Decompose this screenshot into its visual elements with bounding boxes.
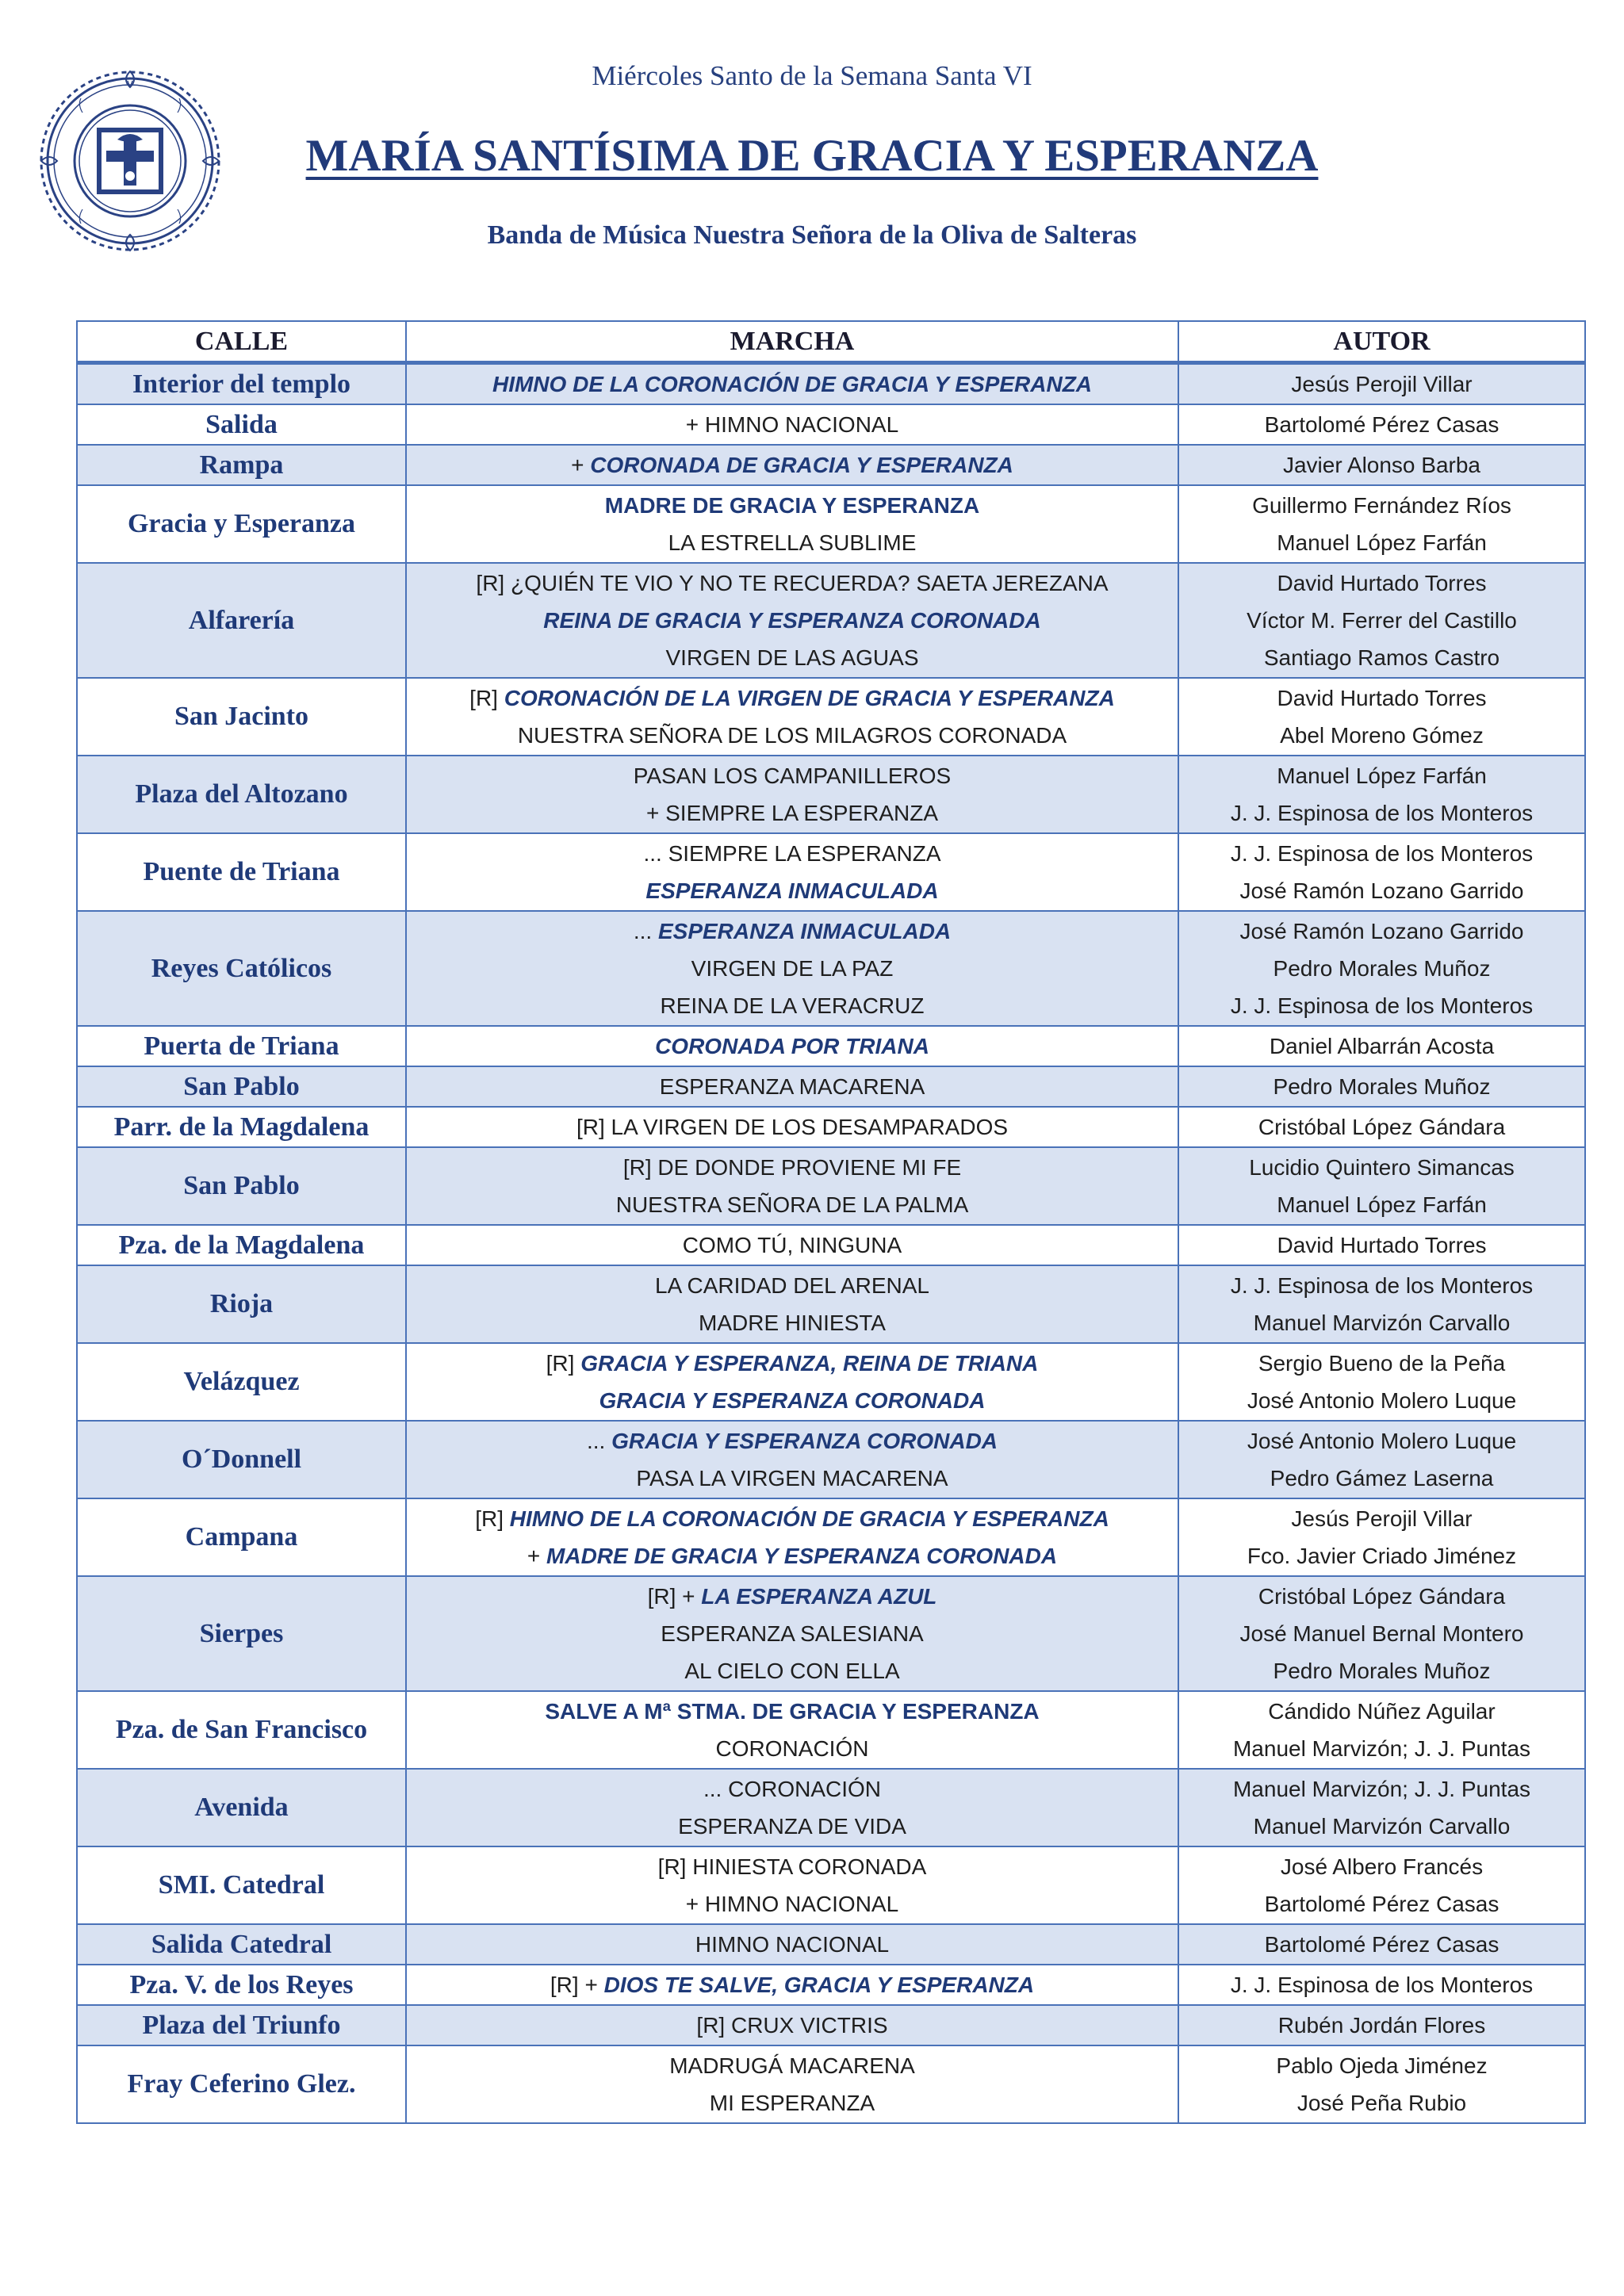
marcha-title: + [571, 453, 591, 477]
autor-name: José Antonio Molero Luque [1247, 1388, 1517, 1413]
marcha-line [410, 794, 1174, 832]
marcha-title: ESPERANZA INMACULADA [645, 878, 939, 903]
marcha-cell [406, 1421, 1178, 1498]
autor-name: Abel Moreno Gómez [1280, 723, 1484, 748]
marcha-line [410, 1422, 1174, 1460]
autor-name: J. J. Espinosa de los Monteros [1230, 841, 1534, 866]
marcha-title: CORONACIÓN [715, 1736, 869, 1761]
marcha-line [410, 1770, 1174, 1808]
autor-name: Manuel Marvizón Carvallo [1253, 1311, 1511, 1335]
calle-cell: Pza. de San Francisco [77, 1691, 406, 1769]
marcha-title: ... [586, 1429, 612, 1453]
marcha-line [410, 365, 1174, 403]
autor-cell [1178, 1924, 1585, 1965]
marcha-cell [406, 1924, 1178, 1965]
calle-cell: Puerta de Triana [77, 1026, 406, 1066]
marcha-title: [R] + [550, 1973, 604, 1997]
autor-name: Rubén Jordán Flores [1277, 2013, 1486, 2038]
autor-cell [1178, 911, 1585, 1026]
table-row [77, 1769, 1585, 1846]
marcha-title: [R] DE DONDE PROVIENE MI FE [622, 1155, 962, 1180]
marcha-title: HIMNO NACIONAL [695, 1932, 890, 1957]
autor-cell [1178, 678, 1585, 756]
marcha-line [410, 1304, 1174, 1341]
marcha-cell [406, 1965, 1178, 2005]
marcha-line [410, 2047, 1174, 2084]
calle-cell: SMI. Catedral [77, 1846, 406, 1924]
calle-cell: Interior del templo [77, 363, 406, 405]
marcha-line [410, 1652, 1174, 1689]
calle-cell: Fray Ceferino Glez. [77, 2045, 406, 2123]
calle-cell: O´Donnell [77, 1421, 406, 1498]
marcha-title: REINA DE LA VERACRUZ [660, 993, 925, 1018]
marcha-line [410, 1267, 1174, 1304]
marcha-line [410, 1186, 1174, 1223]
marcha-line [410, 524, 1174, 561]
autor-name: Manuel López Farfán [1277, 763, 1487, 788]
autor-name: Jesús Perojil Villar [1291, 372, 1473, 396]
marcha-cell [406, 1576, 1178, 1691]
route-table [76, 320, 1586, 2124]
autor-name: Manuel Marvizón; J. J. Puntas [1232, 1777, 1531, 1801]
table-row [77, 1147, 1585, 1225]
autor-cell [1178, 1576, 1585, 1691]
table-row [77, 1343, 1585, 1421]
marcha-title: + SIEMPRE LA ESPERANZA [645, 801, 939, 825]
marcha-title: [R] CRUX VICTRIS [696, 2013, 888, 2038]
marcha-cell [406, 2045, 1178, 2123]
autor-cell [1178, 363, 1585, 405]
marcha-line [410, 1027, 1174, 1065]
calle-cell: Gracia y Esperanza [77, 485, 406, 563]
calle-cell: Plaza del Altozano [77, 756, 406, 833]
autor-name: J. J. Espinosa de los Monteros [1230, 993, 1534, 1018]
marcha-cell [406, 911, 1178, 1026]
autor-name: Santiago Ramos Castro [1263, 645, 1500, 670]
calle-cell: Salida [77, 404, 406, 445]
marcha-cell [406, 1846, 1178, 1924]
table-row [77, 1066, 1585, 1107]
table-header-row [77, 321, 1585, 363]
autor-name: Bartolomé Pérez Casas [1264, 412, 1500, 437]
autor-cell [1178, 1846, 1585, 1924]
autor-name: Daniel Albarrán Acosta [1269, 1034, 1495, 1058]
marcha-cell [406, 1265, 1178, 1343]
marcha-cell [406, 445, 1178, 485]
calle-cell: Parr. de la Magdalena [77, 1107, 406, 1147]
autor-name: Guillermo Fernández Ríos [1252, 493, 1511, 518]
marcha-line [410, 602, 1174, 639]
route-table-body [77, 363, 1585, 2124]
header-autor: AUTOR [1178, 321, 1585, 363]
autor-name: J. J. Espinosa de los Monteros [1230, 1973, 1534, 1997]
autor-name: Lucidio Quintero Simancas [1249, 1155, 1515, 1180]
marcha-title: HIMNO DE LA CORONACIÓN DE GRACIA Y ESPERANZA [492, 372, 1093, 396]
marcha-title: VIRGEN DE LAS AGUAS [665, 645, 919, 670]
autor-cell [1178, 1066, 1585, 1107]
marcha-title: CORONADA DE GRACIA Y ESPERANZA [590, 453, 1013, 477]
autor-cell [1178, 1343, 1585, 1421]
calle-cell: Reyes Católicos [77, 911, 406, 1026]
autor-name: Pedro Morales Muñoz [1273, 1659, 1491, 1683]
table-row [77, 1576, 1585, 1691]
marcha-title: ... SIEMPRE LA ESPERANZA [643, 841, 941, 866]
table-row [77, 1225, 1585, 1265]
autor-name: José Manuel Bernal Montero [1239, 1621, 1524, 1646]
marcha-title: AL CIELO CON ELLA [684, 1659, 900, 1683]
marcha-title: GRACIA Y ESPERANZA, REINA DE TRIANA [580, 1351, 1039, 1376]
marcha-title: PASAN LOS CAMPANILLEROS [633, 763, 952, 788]
calle-cell: Pza. V. de los Reyes [77, 1965, 406, 2005]
autor-cell [1178, 1965, 1585, 2005]
calle-cell: Plaza del Triunfo [77, 2005, 406, 2045]
marcha-title: REINA DE GRACIA Y ESPERANZA CORONADA [543, 608, 1041, 633]
marcha-title: MADRE HINIESTA [699, 1311, 886, 1335]
marcha-line [410, 1578, 1174, 1615]
autor-cell [1178, 1147, 1585, 1225]
autor-cell [1178, 2045, 1585, 2123]
marcha-line [410, 446, 1174, 484]
table-row [77, 1026, 1585, 1066]
marcha-title: COMO TÚ, NINGUNA [682, 1233, 902, 1257]
marcha-line [410, 1345, 1174, 1382]
marcha-title: VIRGEN DE LA PAZ [691, 956, 894, 981]
marcha-title: CORONACIÓN DE LA VIRGEN DE GRACIA Y ESPERANZA [504, 686, 1115, 710]
table-row [77, 1107, 1585, 1147]
table-row [77, 1691, 1585, 1769]
marcha-cell [406, 485, 1178, 563]
marcha-title: MADRE DE GRACIA Y ESPERANZA [604, 493, 980, 518]
marcha-line [410, 717, 1174, 754]
table-row [77, 363, 1585, 405]
marcha-title: CORONADA POR TRIANA [655, 1034, 929, 1058]
marcha-line [410, 1382, 1174, 1419]
calle-cell: Campana [77, 1498, 406, 1576]
marcha-title: + HIMNO NACIONAL [685, 1892, 899, 1916]
marcha-cell [406, 1691, 1178, 1769]
autor-cell [1178, 2005, 1585, 2045]
marcha-cell [406, 1026, 1178, 1066]
autor-cell [1178, 1421, 1585, 1498]
marcha-title: GRACIA Y ESPERANZA CORONADA [611, 1429, 998, 1453]
marcha-cell [406, 1066, 1178, 1107]
autor-cell [1178, 1691, 1585, 1769]
calle-cell: Salida Catedral [77, 1924, 406, 1965]
marcha-line [410, 1460, 1174, 1497]
marcha-cell [406, 1769, 1178, 1846]
marcha-line [410, 679, 1174, 717]
autor-name: Sergio Bueno de la Peña [1258, 1351, 1506, 1376]
marcha-title: [R] ¿QUIÉN TE VIO Y NO TE RECUERDA? SAETA JEREZANA [476, 571, 1109, 595]
marcha-title: LA CARIDAD DEL ARENAL [655, 1273, 929, 1298]
marcha-title: + HIMNO NACIONAL [685, 412, 899, 437]
marcha-line [410, 1108, 1174, 1146]
table-row [77, 756, 1585, 833]
marcha-title: LA ESPERANZA AZUL [701, 1584, 937, 1609]
autor-name: David Hurtado Torres [1277, 571, 1487, 595]
table-row [77, 404, 1585, 445]
autor-name: David Hurtado Torres [1277, 1233, 1487, 1257]
calle-cell: Rampa [77, 445, 406, 485]
band-name: Banda de Música Nuestra Señora de la Oliva de Salteras [487, 220, 1137, 250]
calle-cell: Sierpes [77, 1576, 406, 1691]
marcha-title: ESPERANZA MACARENA [659, 1074, 925, 1099]
table-row [77, 563, 1585, 678]
autor-cell [1178, 485, 1585, 563]
autor-name: Manuel López Farfán [1277, 1192, 1487, 1217]
table-row [77, 485, 1585, 563]
marcha-line [410, 639, 1174, 676]
autor-name: Javier Alonso Barba [1282, 453, 1481, 477]
marcha-line [410, 1693, 1174, 1730]
marcha-title: [R] + [647, 1584, 702, 1609]
marcha-title: [R] [475, 1506, 510, 1531]
autor-name: Pedro Morales Muñoz [1273, 1074, 1491, 1099]
marcha-line [410, 1226, 1174, 1264]
marcha-cell [406, 756, 1178, 833]
marcha-title: ... CORONACIÓN [703, 1777, 881, 1801]
marcha-title: ... [633, 919, 658, 943]
table-row [77, 2005, 1585, 2045]
autor-name: José Ramón Lozano Garrido [1239, 878, 1524, 903]
autor-cell [1178, 1769, 1585, 1846]
autor-cell [1178, 833, 1585, 911]
marcha-line [410, 1500, 1174, 1537]
marcha-title: ESPERANZA DE VIDA [678, 1814, 906, 1839]
marcha-line [410, 1537, 1174, 1575]
autor-name: Pedro Gámez Laserna [1270, 1466, 1494, 1490]
marcha-title: ESPERANZA INMACULADA [657, 919, 952, 943]
table-row [77, 1265, 1585, 1343]
marcha-title: ESPERANZA SALESIANA [661, 1621, 924, 1646]
marcha-cell [406, 1343, 1178, 1421]
marcha-title: MADRUGÁ MACARENA [669, 2053, 915, 2078]
page-title-text: MARÍA SANTÍSIMA DE GRACIA Y ESPERANZA [305, 131, 1319, 181]
marcha-line [410, 564, 1174, 602]
autor-name: José Peña Rubio [1297, 2091, 1467, 2115]
autor-name: J. J. Espinosa de los Monteros [1230, 801, 1534, 825]
marcha-cell [406, 678, 1178, 756]
marcha-title: HIMNO DE LA CORONACIÓN DE GRACIA Y ESPERANZA [509, 1506, 1109, 1531]
table-row [77, 911, 1585, 1026]
marcha-title: NUESTRA SEÑORA DE LA PALMA [615, 1192, 969, 1217]
marcha-title: [R] LA VIRGEN DE LOS DESAMPARADOS [576, 1115, 1009, 1139]
table-row [77, 1846, 1585, 1924]
autor-name: Cándido Núñez Aguilar [1268, 1699, 1496, 1724]
calle-cell: San Pablo [77, 1066, 406, 1107]
autor-cell [1178, 1225, 1585, 1265]
marcha-line [410, 487, 1174, 524]
marcha-line [410, 1885, 1174, 1923]
autor-name: Víctor M. Ferrer del Castillo [1247, 608, 1517, 633]
autor-name: J. J. Espinosa de los Monteros [1230, 1273, 1534, 1298]
table-row [77, 1498, 1585, 1576]
marcha-title: LA ESTRELLA SUBLIME [668, 530, 917, 555]
marcha-line [410, 1966, 1174, 2003]
table-row [77, 2045, 1585, 2123]
table-row [77, 678, 1585, 756]
marcha-line [410, 1848, 1174, 1885]
autor-cell [1178, 404, 1585, 445]
autor-name: Pablo Ojeda Jiménez [1276, 2053, 1488, 2078]
marcha-cell [406, 1147, 1178, 1225]
autor-cell [1178, 756, 1585, 833]
marcha-title: SALVE A Mª STMA. DE GRACIA Y ESPERANZA [545, 1699, 1040, 1724]
header-marcha: MARCHA [406, 321, 1178, 363]
table-row [77, 1924, 1585, 1965]
marcha-line [410, 835, 1174, 872]
autor-name: José Albero Francés [1280, 1854, 1484, 1879]
marcha-line [410, 950, 1174, 987]
table-row [77, 833, 1585, 911]
calle-cell: Alfarería [77, 563, 406, 678]
calle-cell: Pza. de la Magdalena [77, 1225, 406, 1265]
marcha-title: [R] [469, 686, 504, 710]
calle-cell: Avenida [77, 1769, 406, 1846]
calle-cell: Rioja [77, 1265, 406, 1343]
marcha-title: DIOS TE SALVE, GRACIA Y ESPERANZA [603, 1973, 1035, 1997]
autor-name: Manuel López Farfán [1277, 530, 1487, 555]
marcha-title: MADRE DE GRACIA Y ESPERANZA CORONADA [546, 1544, 1058, 1568]
marcha-cell [406, 833, 1178, 911]
autor-cell [1178, 563, 1585, 678]
marcha-cell [406, 2005, 1178, 2045]
marcha-line [410, 1068, 1174, 1105]
marcha-line [410, 2084, 1174, 2122]
marcha-line [410, 406, 1174, 443]
marcha-line [410, 872, 1174, 909]
marcha-cell [406, 563, 1178, 678]
calle-cell: San Jacinto [77, 678, 406, 756]
marcha-title: PASA LA VIRGEN MACARENA [636, 1466, 948, 1490]
marcha-title: GRACIA Y ESPERANZA CORONADA [599, 1388, 986, 1413]
table-row [77, 1421, 1585, 1498]
marcha-line [410, 1615, 1174, 1652]
marcha-line [410, 1730, 1174, 1767]
event-day-line: Miércoles Santo de la Semana Santa VI [592, 60, 1032, 91]
autor-cell [1178, 445, 1585, 485]
marcha-cell [406, 1225, 1178, 1265]
autor-name: Jesús Perojil Villar [1291, 1506, 1473, 1531]
marcha-line [410, 757, 1174, 794]
autor-cell [1178, 1265, 1585, 1343]
marcha-title: + [527, 1544, 547, 1568]
autor-name: Cristóbal López Gándara [1258, 1115, 1506, 1139]
calle-cell: San Pablo [77, 1147, 406, 1225]
autor-name: Fco. Javier Criado Jiménez [1247, 1544, 1517, 1568]
marcha-line [410, 1808, 1174, 1845]
marcha-line [410, 913, 1174, 950]
marcha-cell [406, 1498, 1178, 1576]
autor-name: David Hurtado Torres [1277, 686, 1487, 710]
autor-name: Bartolomé Pérez Casas [1264, 1892, 1500, 1916]
page-title [0, 127, 1624, 186]
marcha-cell [406, 404, 1178, 445]
table-row [77, 445, 1585, 485]
autor-cell [1178, 1026, 1585, 1066]
autor-name: Manuel Marvizón; J. J. Puntas [1232, 1736, 1531, 1761]
autor-name: Manuel Marvizón Carvallo [1253, 1814, 1511, 1839]
autor-name: Bartolomé Pérez Casas [1264, 1932, 1500, 1957]
autor-name: Cristóbal López Gándara [1258, 1584, 1506, 1609]
marcha-title: [R] [546, 1351, 581, 1376]
marcha-title: MI ESPERANZA [709, 2091, 875, 2115]
autor-name: José Ramón Lozano Garrido [1239, 919, 1524, 943]
marcha-line [410, 1149, 1174, 1186]
marcha-line [410, 987, 1174, 1024]
header-calle: CALLE [77, 321, 406, 363]
table-row [77, 1965, 1585, 2005]
marcha-line [410, 1926, 1174, 1963]
marcha-cell [406, 363, 1178, 405]
marcha-line [410, 2007, 1174, 2044]
calle-cell: Puente de Triana [77, 833, 406, 911]
autor-cell [1178, 1107, 1585, 1147]
autor-cell [1178, 1498, 1585, 1576]
marcha-title: [R] HINIESTA CORONADA [657, 1854, 927, 1879]
autor-name: José Antonio Molero Luque [1247, 1429, 1517, 1453]
marcha-title: NUESTRA SEÑORA DE LOS MILAGROS CORONADA [517, 723, 1067, 748]
marcha-cell [406, 1107, 1178, 1147]
calle-cell: Velázquez [77, 1343, 406, 1421]
autor-name: Pedro Morales Muñoz [1273, 956, 1491, 981]
